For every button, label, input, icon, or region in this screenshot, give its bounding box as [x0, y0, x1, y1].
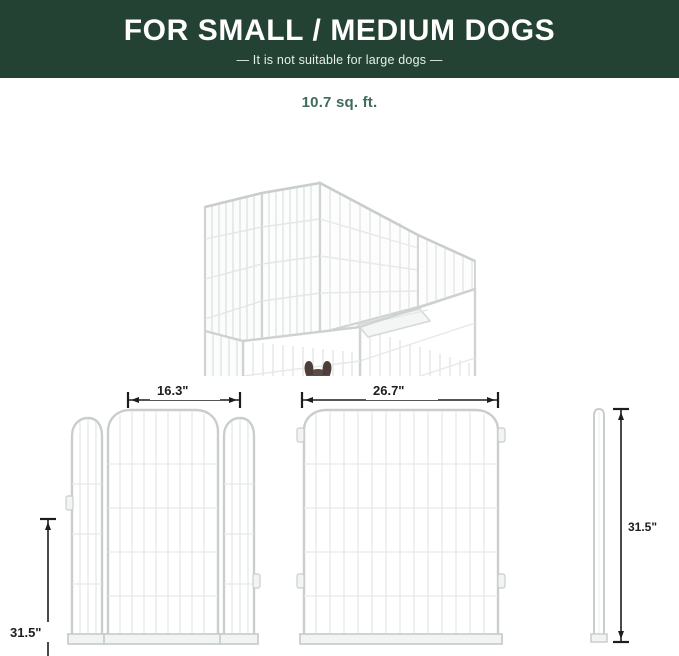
area-label: 10.7 sq. ft.: [301, 94, 378, 111]
panel-back-left: [205, 193, 262, 347]
panel-wide-single: [297, 410, 505, 644]
panel-profile-view: [591, 409, 607, 642]
panel-back-center: [262, 183, 320, 347]
playpen-assembled-drawing: [0, 111, 679, 376]
panel-center-folded: [104, 410, 222, 644]
panel-wing-right: [220, 418, 260, 644]
dimension-height-right: [613, 409, 676, 642]
height-left-label: 31.5": [10, 625, 42, 640]
width-group-label: 16.3": [157, 383, 189, 398]
height-right-label: 31.5": [628, 520, 658, 534]
panel-wing-left: [66, 418, 106, 644]
dimension-width-group: [128, 382, 240, 408]
panel-back-right: [320, 183, 418, 333]
page-subtitle: — It is not suitable for large dogs —: [236, 53, 443, 68]
panel-group-folded: [66, 410, 260, 644]
dimension-diagrams: [0, 376, 679, 656]
width-wide-label: 26.7": [373, 383, 405, 398]
page-title: FOR SMALL / MEDIUM DOGS: [123, 13, 556, 47]
hero-illustration: [0, 111, 679, 376]
dimension-width-wide: [302, 382, 498, 408]
header-banner: [0, 0, 679, 78]
